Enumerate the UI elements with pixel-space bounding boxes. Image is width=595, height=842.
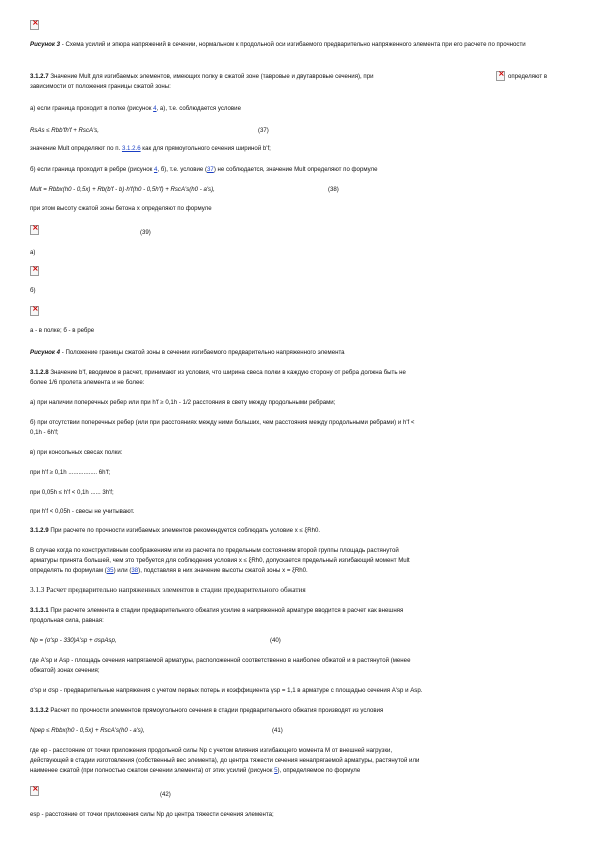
paragraph-case-line-3 <box>30 567 570 575</box>
figure-3-caption <box>30 41 570 49</box>
paragraph-text: Значение Mult для изгибаемых элементов, имеющих полку в сжатой зоне (тавровые и двутавровые сечения), при <box>48 73 374 80</box>
item-a <box>30 105 570 113</box>
equation-37: RsAs ≤ Rbb'fh'f + RscA's, <box>30 127 99 134</box>
after-37-text: значение Mult определяют по п. <box>30 145 122 152</box>
link-equation-37[interactable]: 37 <box>207 166 214 173</box>
item-b-mid: , б), т.е. условие ( <box>157 166 208 173</box>
broken-image-icon <box>496 71 505 81</box>
figure-3-caption-text: - Схема усилий и эпюра напряжений в сечении, нормальном к продольной оси изгибаемого предварительно напряженного элемента при его расчете по прочности <box>60 41 526 48</box>
item-a-tail: , а), т.е. соблюдается условие <box>156 105 241 112</box>
item-v-case-1: при h'f ≥ 0,1h ................. 6h'f; <box>30 469 111 476</box>
broken-image-icon <box>30 786 39 796</box>
figure-4-caption <box>30 349 570 357</box>
link-figure-4[interactable]: 4 <box>153 105 157 112</box>
item-v-case-2: при 0,05h ≤ h'f < 0,1h ...... 3h'f; <box>30 489 114 496</box>
equation-41: Npep ≤ Rbbx(h0 - 0,5x) + RscA's(h0 - a's), <box>30 727 145 734</box>
broken-image-icon <box>30 306 39 316</box>
prestress-definition: σ'sp и σsp - предварительные напряжения с учетом первых потерь и коэффициента γsp = 1,1 в арматуре с площадью сечения A'sp и Asp. <box>30 687 423 694</box>
after-equation-41-line-1: где ep - расстояние от точки приложения продольной силы Np с учетом влияния изгибающего момента M от внешней нагрузки, <box>30 747 393 754</box>
after-equation-40-line-2: обжатой) зонах сечения; <box>30 667 100 674</box>
equation-38-number: (38) <box>328 186 339 193</box>
section-heading-3-1-3: 3.1.3 Расчет предварительно напряженных элементов в стадии предварительного обжатия <box>30 586 306 594</box>
figure-4-label: Рисунок 4 <box>30 349 61 356</box>
equation-42-number: (42) <box>160 791 171 798</box>
after-41-text: наименее сжатой (при полностью сжатом сечении элемента) от этих усилий (рисунок <box>30 767 275 774</box>
paragraph-3-1-2-9 <box>30 527 570 535</box>
after-equation-41-line-3 <box>30 767 570 775</box>
equation-41-number: (41) <box>272 727 283 734</box>
equation-40: Np = (σ'sp - 330)A'sp + σspAsp, <box>30 637 117 644</box>
item-b <box>30 166 570 174</box>
paragraph-3-1-3-2 <box>30 707 570 715</box>
case-text: ), подставляя в них значение высоты сжатой зоны x = ξRh0. <box>138 567 308 574</box>
paragraph-text: зависимости от положения границы сжатой зоны: <box>30 83 171 90</box>
esp-definition: esp - расстояние от точки приложения силы Np до центра тяжести сечения элемента; <box>30 811 274 818</box>
clause-number: 3.1.3.2 <box>30 707 49 714</box>
broken-image-icon <box>30 20 39 30</box>
broken-image-icon <box>30 225 39 235</box>
equation-37-number: (37) <box>258 127 269 134</box>
paragraph-3-1-3-1 <box>30 607 570 615</box>
figure-3-label: Рисунок 3 <box>30 41 61 48</box>
clause-number: 3.1.2.9 <box>30 527 49 534</box>
link-equation-35[interactable]: 35 <box>106 567 114 574</box>
broken-image-icon <box>30 266 39 276</box>
item-b-ribs-line-1: б) при отсутствии поперечных ребер (или при расстояниях между ними больших, чем расстояния между продольными ребрами) и h'f < <box>30 419 415 426</box>
paragraph-text: Расчет по прочности элементов прямоугольного сечения в стадии предварительного обжатия производят из условия <box>48 707 384 714</box>
figure-4-legend: а - в полке; б - в ребре <box>30 327 95 334</box>
clause-number: 3.1.2.8 <box>30 369 49 376</box>
clause-number: 3.1.2.7 <box>30 73 49 80</box>
figure-part-label-a: а) <box>30 249 36 256</box>
link-equation-38[interactable]: 38 <box>131 567 139 574</box>
paragraph-case-line-2: арматуры принята большей, чем это требуется для соблюдения условия x ≤ ξRh0, допускается предельный изгибающий момент Mult <box>30 557 410 564</box>
paragraph-text: При расчете по прочности изгибаемых элементов рекомендуется соблюдать условие x ≤ ξRh0. <box>48 527 321 534</box>
figure-4-caption-text: - Положение границы сжатой зоны в сечении изгибаемого предварительно напряженного элемента <box>60 349 345 356</box>
equation-39-number: (39) <box>140 229 151 236</box>
clause-number: 3.1.3.1 <box>30 607 49 614</box>
equation-38: Mult = Rbbx(h0 - 0,5x) + Rb(b'f - b)·h'f(h0 - 0,5h'f) + RscA's(h0 - a's), <box>30 186 215 193</box>
item-b-ribs-line-2: 0,1h - 6h'f; <box>30 429 59 436</box>
paragraph-3-1-2-8 <box>30 369 570 377</box>
paragraph-text: Значение b'f, вводимое в расчет, принимают из условия, что ширина свеса полки в каждую сторону от ребра должна быть не <box>48 369 406 376</box>
paragraph-3-1-2-7 <box>30 73 570 81</box>
item-b-tail: ) не соблюдается, значение Mult определяют по формуле <box>213 166 378 173</box>
paragraph-text: При расчете элемента в стадии предварительного обжатия усилие в напряженной арматуре вводится в расчет как внешняя <box>48 607 404 614</box>
after-equation-37 <box>30 145 570 153</box>
after-equation-38: при этом высоту сжатой зоны бетона x определяют по формуле <box>30 205 212 212</box>
paragraph-text: продольная сила, равная: <box>30 617 104 624</box>
paragraph-case-line-1: В случае когда по конструктивным соображениям или из расчета по предельным состояниям второй группы площадь растянутой <box>30 547 399 554</box>
after-37-tail: как для прямоугольного сечения шириной b'f; <box>140 145 271 152</box>
after-equation-40-line-1: где A'sp и Asp - площадь сечения напрягаемой арматуры, расположенной соответственно в наиболее обжатой и в растянутой (менее <box>30 657 411 664</box>
case-text: ) или ( <box>113 567 132 574</box>
link-figure-4[interactable]: 4 <box>153 166 158 173</box>
paragraph-text: более 1/6 пролета элемента и не более: <box>30 379 145 386</box>
item-a-text: а) если граница проходит в полке (рисунок <box>30 105 154 112</box>
item-a-ribs: а) при наличии поперечных ребер или при h'f ≥ 0,1h - 1/2 расстояния в свету между продольными ребрами; <box>30 399 336 406</box>
after-equation-41-line-2: действующей в стадии изготовления (собственный вес элемента), до центра тяжести сечения ненапрягаемой арматуры, растянутой или <box>30 757 420 764</box>
paragraph-text-tail: определяют в <box>508 73 548 80</box>
link-clause-3-1-2-6[interactable]: 3.1.2.6 <box>121 145 141 152</box>
item-v-case-3: при h'f < 0,05h - свесы не учитывают. <box>30 508 135 515</box>
item-v: в) при консольных свесах полки: <box>30 449 123 456</box>
after-41-text: ), определяемое по формуле <box>277 767 361 774</box>
figure-part-label-b: б) <box>30 287 36 294</box>
case-text: определять по формулам ( <box>30 567 107 574</box>
link-figure-5[interactable]: 5 <box>274 767 278 774</box>
equation-40-number: (40) <box>270 637 281 644</box>
item-b-text: б) если граница проходит в ребре (рисунок <box>30 166 154 173</box>
